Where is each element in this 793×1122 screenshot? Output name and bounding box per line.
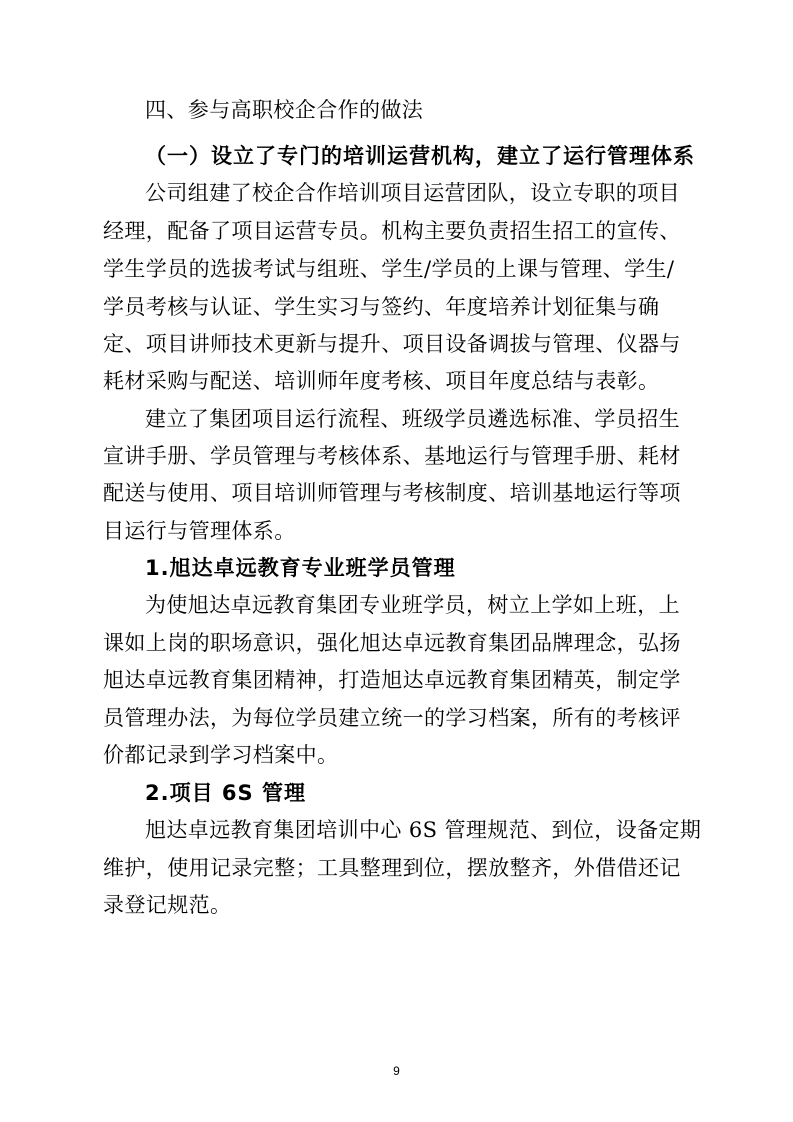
paragraph-line: 公司组建了校企合作培训项目运营团队，设立专职的项目 [145,181,680,205]
page-number: 9 [393,1064,400,1078]
item2-heading: 2.项目 6S 管理 [145,781,306,805]
paragraph-line: 建立了集团项目运行流程、班级学员遴选标准、学员招生 [145,407,680,431]
paragraph-line: 为使旭达卓远教育集团专业班学员，树立上学如上班，上 [145,593,680,617]
paragraph-line: 学生学员的选拔考试与组班、学生/学员的上课与管理、学生/ [103,257,675,281]
paragraph-line: 宣讲手册、学员管理与考核体系、基地运行与管理手册、耗材 [103,444,681,468]
paragraph-line: 旭达卓远教育集团培训中心 6S 管理规范、到位，设备定期 [145,818,702,842]
paragraph-line: 旭达卓远教育集团精神，打造旭达卓远教育集团精英，制定学 [103,668,681,692]
paragraph-line: 经理，配备了项目运营专员。机构主要负责招生招工的宣传、 [103,219,681,243]
paragraph-line: 定、项目讲师技术更新与提升、项目设备调拔与管理、仪器与 [103,332,681,356]
subsection-heading: （一）设立了专门的培训运营机构，建立了运行管理体系 [145,144,695,168]
paragraph-line: 配送与使用、项目培训师管理与考核制度、培训基地运行等项 [103,481,681,505]
paragraph-line: 课如上岗的职场意识，强化旭达卓远教育集团品牌理念，弘扬 [103,631,681,655]
paragraph-line: 价都记录到学习档案中。 [103,743,339,767]
section-heading: 四、参与高职校企合作的做法 [145,98,424,122]
paragraph-line: 耗材采购与配送、培训师年度考核、项目年度总结与表彰。 [103,369,660,393]
item1-heading: 1.旭达卓远教育专业班学员管理 [145,556,456,580]
paragraph-line: 录登记规范。 [103,893,232,917]
paragraph-line: 学员考核与认证、学生实习与签约、年度培养计划征集与确 [103,295,660,319]
paragraph-line: 目运行与管理体系。 [103,519,296,543]
paragraph-line: 员管理办法，为每位学员建立统一的学习档案，所有的考核评 [103,706,681,730]
paragraph-line: 维护，使用记录完整；工具整理到位，摆放整齐，外借借还记 [103,856,681,880]
